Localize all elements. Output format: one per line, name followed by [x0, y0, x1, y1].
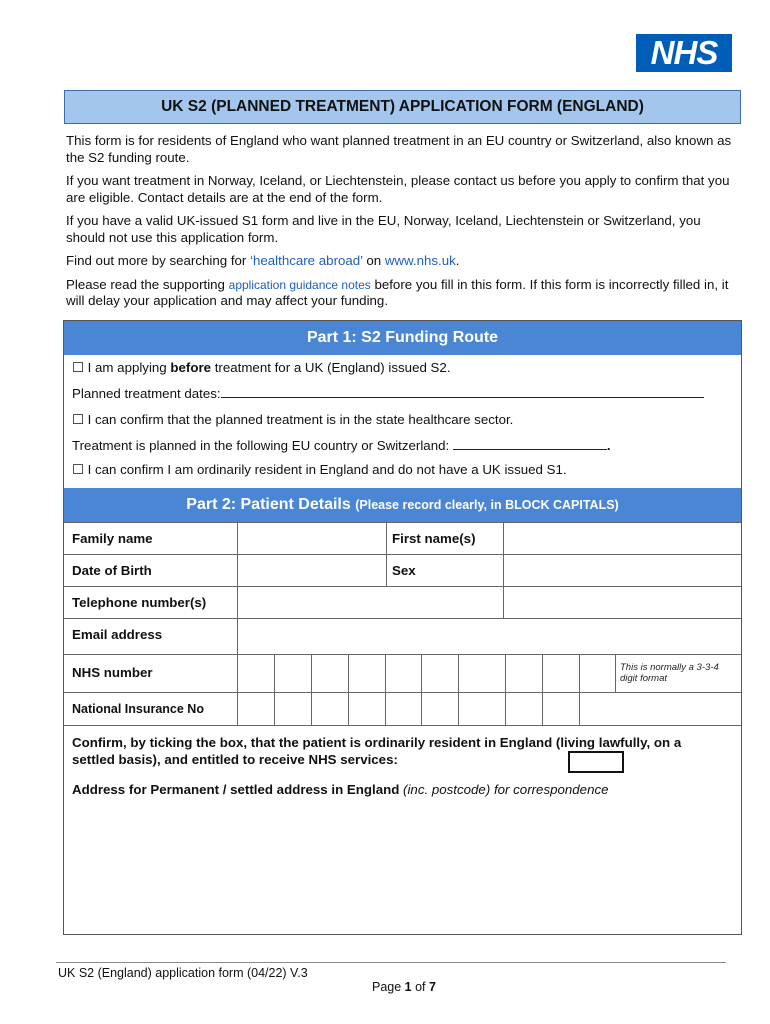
checkbox-label: treatment for a UK (England) issued S2. — [211, 360, 451, 375]
intro-text: on — [362, 253, 385, 268]
state-sector-checkbox-line[interactable]: ☐ I can confirm that the planned treatment is in the state healthcare sector. — [72, 412, 514, 427]
telephone-input-2[interactable] — [504, 587, 741, 618]
part2-heading — [64, 488, 741, 522]
intro-text: . — [455, 253, 460, 268]
treatment-dates-line — [72, 386, 704, 401]
residency-confirm-text: Confirm, by ticking the box, that the patient is ordinarily resident in England (living lawfully, on a settled basis), and entitled to receive NHS services: — [72, 735, 682, 767]
guidance-notes-link[interactable]: application guidance notes — [228, 277, 371, 292]
address-label — [72, 782, 609, 797]
page-total: 7 — [429, 980, 436, 994]
first-names-label: First name(s) — [392, 531, 476, 546]
nhs-number-hint: This is normally a 3-3-4 digit format — [620, 662, 719, 684]
healthcare-abroad-link[interactable]: ‘healthcare abroad’ — [250, 253, 363, 268]
footer-rule — [56, 962, 726, 963]
treatment-dates-label: Planned treatment dates: — [72, 386, 221, 401]
nhs-number-input[interactable] — [238, 655, 615, 692]
intro-paragraph-5 — [66, 277, 736, 310]
address-label-bold: Address for Permanent / settled address in England — [72, 782, 400, 797]
intro-text: Find out more by searching for — [66, 253, 251, 268]
treatment-country-end: . — [606, 438, 611, 453]
telephone-label: Telephone number(s) — [72, 595, 207, 610]
applying-before-checkbox-line[interactable] — [72, 360, 451, 376]
dob-input[interactable] — [238, 555, 386, 586]
table-rule — [64, 725, 741, 726]
residency-confirm-checkbox[interactable] — [568, 751, 624, 773]
intro-text: Please read the supporting — [66, 276, 229, 292]
first-names-input[interactable] — [504, 523, 741, 554]
treatment-dates-field[interactable] — [221, 386, 704, 398]
ni-number-label: National Insurance No — [72, 702, 204, 716]
address-label-italic: (inc. postcode) for correspondence — [403, 782, 609, 797]
sex-input[interactable] — [504, 555, 741, 586]
family-name-input[interactable] — [238, 523, 386, 554]
intro-text: before you fill in this form. If this form is incorrectly filled in, it will delay your application and may affect your funding. — [66, 276, 729, 308]
nhs-logo: NHS — [636, 34, 732, 72]
part1-heading: Part 1: S2 Funding Route — [64, 321, 741, 355]
treatment-country-label: Treatment is planned in the following EU country or Switzerland: — [72, 438, 450, 453]
footer-form-ref: UK S2 (England) application form (04/22) V.3 — [58, 966, 308, 980]
part2-heading-sub: (Please record clearly, in BLOCK CAPITALS) — [355, 498, 619, 512]
nhs-website-link[interactable]: www.nhs.uk — [384, 253, 456, 268]
footer-page-number — [372, 980, 436, 994]
telephone-input[interactable] — [238, 587, 503, 618]
intro-paragraph-1: This form is for residents of England who want planned treatment in an EU country or Switzerland, also known as the S2 funding route. — [66, 133, 732, 165]
resident-checkbox-line[interactable]: ☐ I can confirm I am ordinarily resident in England and do not have a UK issued S1. — [72, 462, 567, 477]
part2-heading-main: Part 2: Patient Details — [186, 496, 351, 513]
intro-paragraph-2: If you want treatment in Norway, Iceland, or Liechtenstein, please contact us before you apply to confirm that you are eligible. Contact details are at the end of the form. — [66, 173, 730, 205]
family-name-label: Family name — [72, 531, 153, 546]
checkbox-label: ☐ I am applying — [72, 360, 171, 375]
table-divider — [386, 522, 387, 586]
sex-label: Sex — [392, 563, 416, 578]
checkbox-label-bold: before — [170, 360, 212, 375]
page-label: Page — [372, 980, 405, 994]
intro-section — [66, 133, 736, 317]
email-input[interactable] — [238, 619, 741, 654]
page-current: 1 — [404, 980, 412, 994]
treatment-country-field[interactable] — [453, 438, 607, 450]
form-title: UK S2 (PLANNED TREATMENT) APPLICATION FORM (ENGLAND) — [64, 90, 741, 124]
table-divider — [615, 654, 616, 692]
dob-label: Date of Birth — [72, 563, 152, 578]
email-label: Email address — [72, 627, 163, 642]
page-of: of — [411, 980, 429, 994]
ni-number-input[interactable] — [238, 693, 579, 725]
address-input[interactable] — [66, 805, 738, 930]
nhs-number-label: NHS number — [72, 665, 153, 680]
intro-paragraph-3: If you have a valid UK-issued S1 form and live in the EU, Norway, Iceland, Liechtenstein or Switzerland, you should not use this application form. — [66, 213, 701, 245]
treatment-country-line — [72, 438, 611, 453]
intro-paragraph-4 — [66, 253, 736, 270]
